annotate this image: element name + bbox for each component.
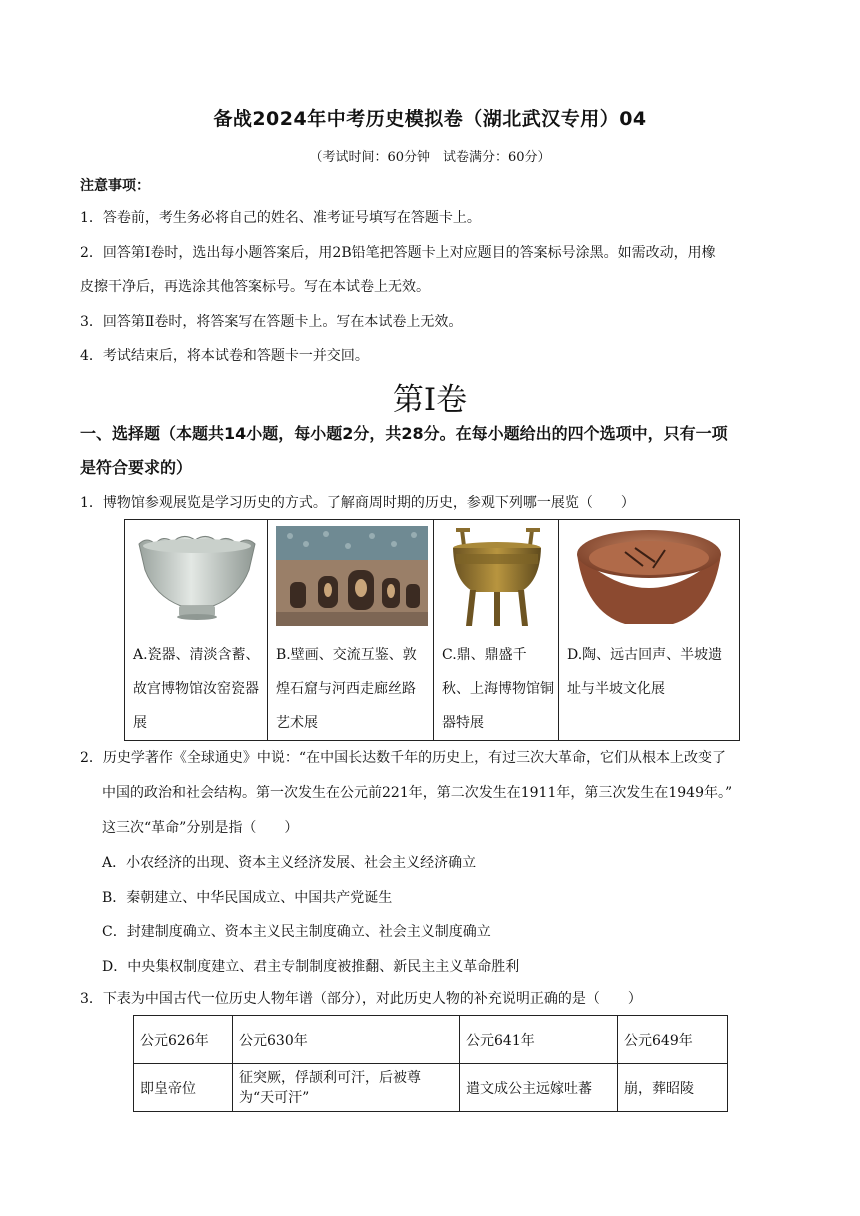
notice-item: 1．答卷前，考生务必将自己的姓名、准考证号填写在答题卡上。 (80, 210, 481, 226)
q1-options-table (124, 519, 740, 741)
q2-option-d[interactable]: D．中央集权制度建立、君主专制制度被推翻、新民主主义革命胜利 (102, 959, 520, 975)
notice-item: 4．考试结束后，将本试卷和答题卡一并交回。 (80, 348, 369, 364)
table-cell: 征突厥，俘颉利可汗，后被尊为“天可汗” (233, 1064, 460, 1112)
table-cell: 即皇帝位 (134, 1064, 233, 1112)
q1-option-d-label: D.陶、远古回声、半坡遗址与半坡文化展 (567, 647, 723, 697)
cave-mural-icon (276, 526, 428, 626)
q1-option-b-label: B.壁画、交流互鉴、敦煌石窟与河西走廊丝路艺术展 (276, 647, 417, 731)
table-cell: 公元630年 (233, 1016, 460, 1064)
notice-item: 3．回答第Ⅱ卷时，将答案写在答题卡上。写在本试卷上无效。 (80, 314, 463, 330)
porcelain-bowl-icon (133, 526, 261, 634)
table-cell: 公元626年 (134, 1016, 233, 1064)
q1-option-d[interactable] (559, 520, 739, 740)
notice-heading: 注意事项： (80, 178, 150, 194)
q2-option-b[interactable]: B．秦朝建立、中华民国成立、中国共产党诞生 (102, 890, 393, 906)
q2-option-a[interactable]: A．小农经济的出现、资本主义经济发展、社会主义经济确立 (102, 855, 477, 871)
section-heading-cont: 是符合要求的） (80, 458, 193, 477)
exam-info: （考试时间：60分钟 试卷满分：60分） (309, 150, 551, 165)
table-cell: 崩，葬昭陵 (618, 1064, 728, 1112)
table-row (134, 1016, 728, 1064)
q1-option-a-label: A.瓷器、清淡含蓄、故宫博物馆汝窑瓷器展 (133, 647, 260, 731)
section-heading: 一、选择题（本题共14小题，每小题2分，共28分。在每小题给出的四个选项中，只有一项 (80, 424, 728, 443)
q1-option-c[interactable] (434, 520, 559, 740)
question-1-stem: 1．博物馆参观展览是学习历史的方式。了解商周时期的历史，参观下列哪一展览（ ） (80, 495, 635, 511)
question-2-stem-cont: 这三次“革命”分别是指（ ） (102, 820, 299, 836)
pottery-basin-icon (573, 526, 725, 630)
q1-option-c-label: C.鼎、鼎盛千秋、上海博物馆铜器特展 (442, 647, 554, 731)
table-cell: 公元641年 (460, 1016, 618, 1064)
question-2-stem-cont: 中国的政治和社会结构。第一次发生在公元前221年，第二次发生在1911年，第三次发生在1949年。” (102, 785, 733, 801)
question-2-stem: 2．历史学著作《全球通史》中说：“在中国长达数千年的历史上，有过三次大革命，它们从根本上改变了 (80, 750, 727, 766)
question-3-stem: 3．下表为中国古代一位历史人物年谱（部分），对此历史人物的补充说明正确的是（ ） (80, 991, 642, 1007)
notice-item: 皮擦干净后，再选涂其他答案标号。写在本试卷上无效。 (80, 279, 430, 295)
bronze-ding-icon (442, 526, 554, 630)
q1-option-b[interactable] (268, 520, 434, 740)
table-row (134, 1064, 728, 1112)
table-cell: 遣文成公主远嫁吐蕃 (460, 1064, 618, 1112)
table-cell: 公元649年 (618, 1016, 728, 1064)
notice-item: 2．回答第Ⅰ卷时，选出每小题答案后，用2B铅笔把答题卡上对应题目的答案标号涂黑。如需改动，用橡 (80, 245, 716, 261)
q1-option-a[interactable] (125, 520, 268, 740)
page-title: 备战2024年中考历史模拟卷（湖北武汉专用）04 (213, 108, 647, 130)
volume-heading: 第Ⅰ卷 (392, 382, 468, 418)
q3-chronology-table (133, 1015, 728, 1112)
q2-option-c[interactable]: C．封建制度确立、资本主义民主制度确立、社会主义制度确立 (102, 924, 491, 940)
